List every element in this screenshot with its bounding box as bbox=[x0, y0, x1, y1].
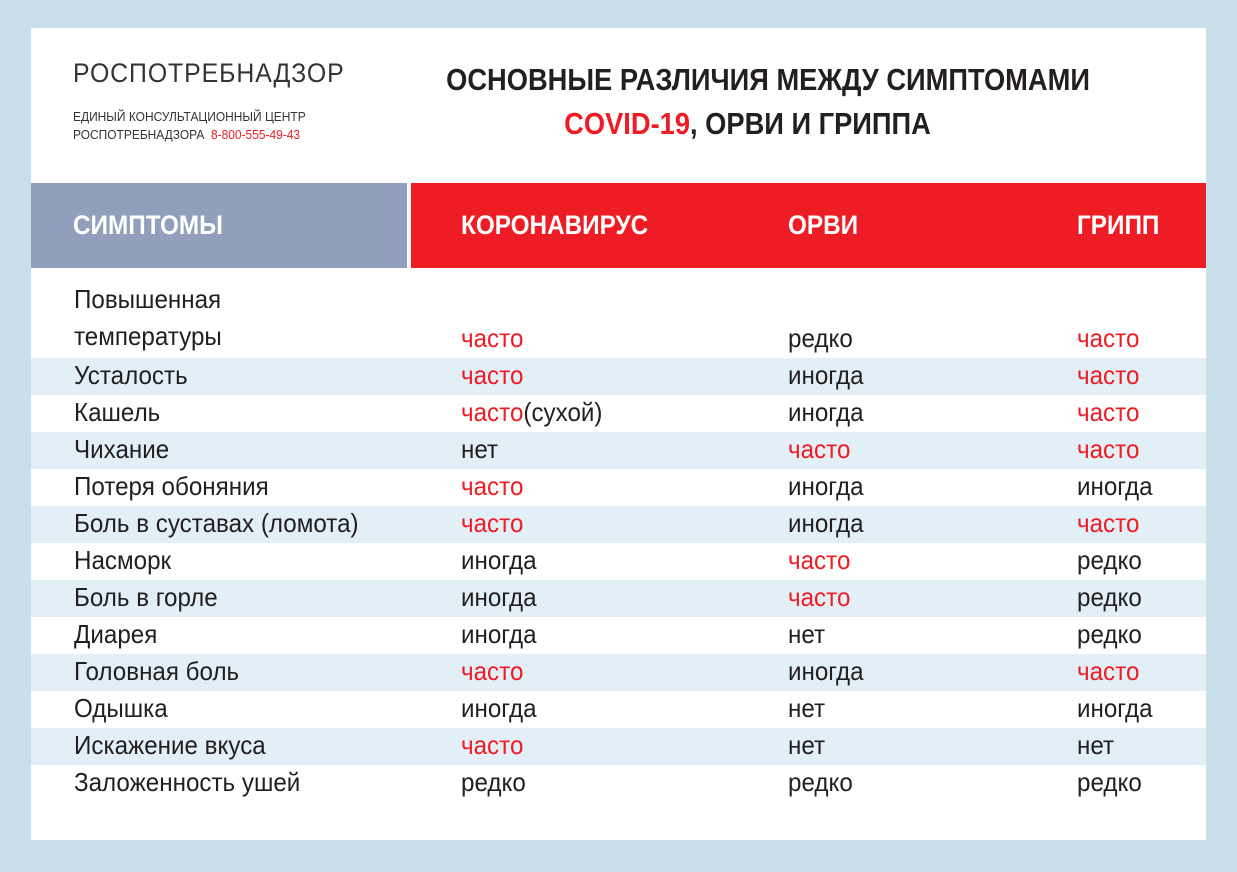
table-row bbox=[31, 543, 1206, 580]
orvi-cell bbox=[788, 581, 850, 614]
table-row bbox=[31, 395, 1206, 432]
table-row bbox=[31, 617, 1206, 654]
flu-cell bbox=[1077, 322, 1139, 355]
symptom-name bbox=[74, 655, 239, 688]
orvi-cell bbox=[788, 322, 853, 355]
frequency-value: часто bbox=[461, 397, 524, 427]
frequency-value: часто bbox=[788, 434, 851, 464]
symptom-label: Усталость bbox=[74, 360, 188, 390]
coronavirus-cell bbox=[461, 507, 523, 540]
frequency-value: часто bbox=[461, 508, 524, 538]
frequency-value: иногда bbox=[788, 360, 864, 390]
flu-cell bbox=[1077, 544, 1142, 577]
frequency-value: редко bbox=[461, 767, 526, 797]
frequency-value: иногда bbox=[461, 619, 537, 649]
table-row bbox=[31, 765, 1206, 802]
frequency-value: редко bbox=[1077, 767, 1142, 797]
title-line2-rest: , ОРВИ И ГРИППА bbox=[689, 106, 931, 141]
frequency-value: иногда bbox=[461, 693, 537, 723]
flu-cell bbox=[1077, 618, 1142, 651]
frequency-value: часто bbox=[461, 471, 524, 501]
column-header-orvi: ОРВИ bbox=[788, 210, 859, 240]
orvi-cell bbox=[788, 618, 825, 651]
symptom-name bbox=[74, 507, 359, 540]
column-header-flu: ГРИПП bbox=[1077, 210, 1160, 240]
org-sub-line2-text: РОСПОТРЕБНАДЗОРА bbox=[73, 127, 205, 142]
symptom-label: Искажение вкуса bbox=[74, 730, 266, 760]
symptom-label: Боль в горле bbox=[74, 582, 218, 612]
table-row bbox=[31, 432, 1206, 469]
flu-cell bbox=[1077, 655, 1139, 688]
title-covid: COVID-19 bbox=[564, 106, 690, 141]
title-line2 bbox=[446, 102, 1049, 146]
table-row bbox=[31, 469, 1206, 506]
table-row bbox=[31, 580, 1206, 617]
orvi-cell bbox=[788, 470, 864, 503]
column-header-coronavirus: КОРОНАВИРУС bbox=[461, 210, 649, 240]
symptom-name bbox=[74, 766, 300, 799]
frequency-value: редко bbox=[1077, 545, 1142, 575]
frequency-value: редко bbox=[788, 323, 853, 353]
symptom-name bbox=[74, 618, 157, 651]
flu-cell bbox=[1077, 766, 1142, 799]
hotline-phone: 8-800-555-49-43 bbox=[210, 127, 301, 142]
symptom-label: Боль в суставах (ломота) bbox=[74, 508, 359, 538]
column-header-symptoms: СИМПТОМЫ bbox=[73, 210, 223, 240]
frequency-value: нет bbox=[788, 693, 826, 723]
orvi-cell bbox=[788, 692, 825, 725]
symptom-label: Диарея bbox=[74, 619, 158, 649]
symptom-label: Кашель bbox=[74, 397, 161, 427]
table-header-symptoms bbox=[31, 183, 407, 268]
coronavirus-cell bbox=[461, 692, 537, 725]
frequency-value: иногда bbox=[788, 471, 864, 501]
flu-cell bbox=[1077, 729, 1114, 762]
orvi-cell bbox=[788, 396, 864, 429]
symptom-label: Потеря обоняния bbox=[74, 471, 269, 501]
frequency-value: редко bbox=[1077, 619, 1142, 649]
flu-cell bbox=[1077, 470, 1153, 503]
symptoms-table-body bbox=[31, 283, 1206, 802]
frequency-value: часто bbox=[1077, 323, 1140, 353]
table-row bbox=[31, 728, 1206, 765]
flu-cell bbox=[1077, 433, 1139, 466]
symptom-name bbox=[74, 470, 269, 503]
coronavirus-cell bbox=[461, 433, 498, 466]
symptom-label: Одышка bbox=[74, 693, 168, 723]
frequency-value: часто bbox=[1077, 434, 1140, 464]
coronavirus-cell bbox=[461, 396, 602, 429]
symptom-label: Чихание bbox=[74, 434, 170, 464]
symptom-name bbox=[74, 729, 266, 762]
frequency-value: иногда bbox=[461, 545, 537, 575]
frequency-value: иногда bbox=[1077, 693, 1153, 723]
table-row bbox=[31, 691, 1206, 728]
frequency-value: иногда bbox=[788, 397, 864, 427]
frequency-value: часто bbox=[1077, 508, 1140, 538]
symptom-label: Головная боль bbox=[74, 656, 240, 686]
frequency-value: иногда bbox=[1077, 471, 1153, 501]
frequency-value: часто bbox=[461, 323, 524, 353]
org-name: РОСПОТРЕБНАДЗОР bbox=[73, 58, 345, 88]
symptom-label: Повышенная температуры bbox=[74, 284, 222, 351]
coronavirus-cell bbox=[461, 470, 523, 503]
orvi-cell bbox=[788, 766, 853, 799]
orvi-cell bbox=[788, 544, 850, 577]
orvi-cell bbox=[788, 729, 825, 762]
frequency-value: часто bbox=[1077, 360, 1140, 390]
frequency-value: часто bbox=[1077, 397, 1140, 427]
frequency-value: редко bbox=[1077, 582, 1142, 612]
symptom-label: Заложенность ушей bbox=[74, 767, 301, 797]
table-row bbox=[31, 283, 1206, 358]
coronavirus-cell bbox=[461, 618, 537, 651]
symptom-name bbox=[74, 581, 218, 614]
coronavirus-cell bbox=[461, 655, 523, 688]
infographic-card bbox=[31, 28, 1206, 840]
coronavirus-cell bbox=[461, 359, 523, 392]
flu-cell bbox=[1077, 396, 1139, 429]
org-sub-line2 bbox=[73, 126, 306, 144]
title-line1: ОСНОВНЫЕ РАЗЛИЧИЯ МЕЖДУ СИМПТОМАМИ bbox=[446, 62, 1090, 97]
table-row bbox=[31, 654, 1206, 691]
page-title bbox=[446, 58, 1090, 146]
cough-type-note: (сухой) bbox=[523, 397, 603, 427]
orvi-cell bbox=[788, 433, 850, 466]
flu-cell bbox=[1077, 359, 1139, 392]
frequency-value: иногда bbox=[788, 508, 864, 538]
symptom-name bbox=[74, 396, 160, 429]
flu-cell bbox=[1077, 692, 1153, 725]
symptom-label: Насморк bbox=[74, 545, 172, 575]
frequency-value: нет bbox=[461, 434, 499, 464]
frequency-value: иногда bbox=[788, 656, 864, 686]
table-row bbox=[31, 358, 1206, 395]
orvi-cell bbox=[788, 655, 864, 688]
symptom-name bbox=[74, 544, 171, 577]
coronavirus-cell bbox=[461, 544, 537, 577]
frequency-value: часто bbox=[1077, 656, 1140, 686]
coronavirus-cell bbox=[461, 766, 526, 799]
frequency-value: нет bbox=[1077, 730, 1115, 760]
coronavirus-cell bbox=[461, 322, 523, 355]
coronavirus-cell bbox=[461, 729, 523, 762]
frequency-value: часто bbox=[461, 360, 524, 390]
frequency-value: иногда bbox=[461, 582, 537, 612]
symptom-name bbox=[74, 433, 169, 466]
org-subtitle bbox=[73, 108, 306, 144]
symptom-name bbox=[74, 281, 260, 355]
orvi-cell bbox=[788, 507, 864, 540]
frequency-value: часто bbox=[461, 656, 524, 686]
table-header-diseases bbox=[411, 183, 1206, 268]
flu-cell bbox=[1077, 507, 1139, 540]
symptom-name bbox=[74, 692, 168, 725]
frequency-value: часто bbox=[788, 582, 851, 612]
frequency-value: часто bbox=[788, 545, 851, 575]
table-row bbox=[31, 506, 1206, 543]
orvi-cell bbox=[788, 359, 864, 392]
flu-cell bbox=[1077, 581, 1142, 614]
coronavirus-cell bbox=[461, 581, 537, 614]
org-sub-line1: ЕДИНЫЙ КОНСУЛЬТАЦИОННЫЙ ЦЕНТР bbox=[73, 109, 306, 124]
frequency-value: редко bbox=[788, 767, 853, 797]
frequency-value: нет bbox=[788, 730, 826, 760]
frequency-value: часто bbox=[461, 730, 524, 760]
symptom-name bbox=[74, 359, 188, 392]
frequency-value: нет bbox=[788, 619, 826, 649]
